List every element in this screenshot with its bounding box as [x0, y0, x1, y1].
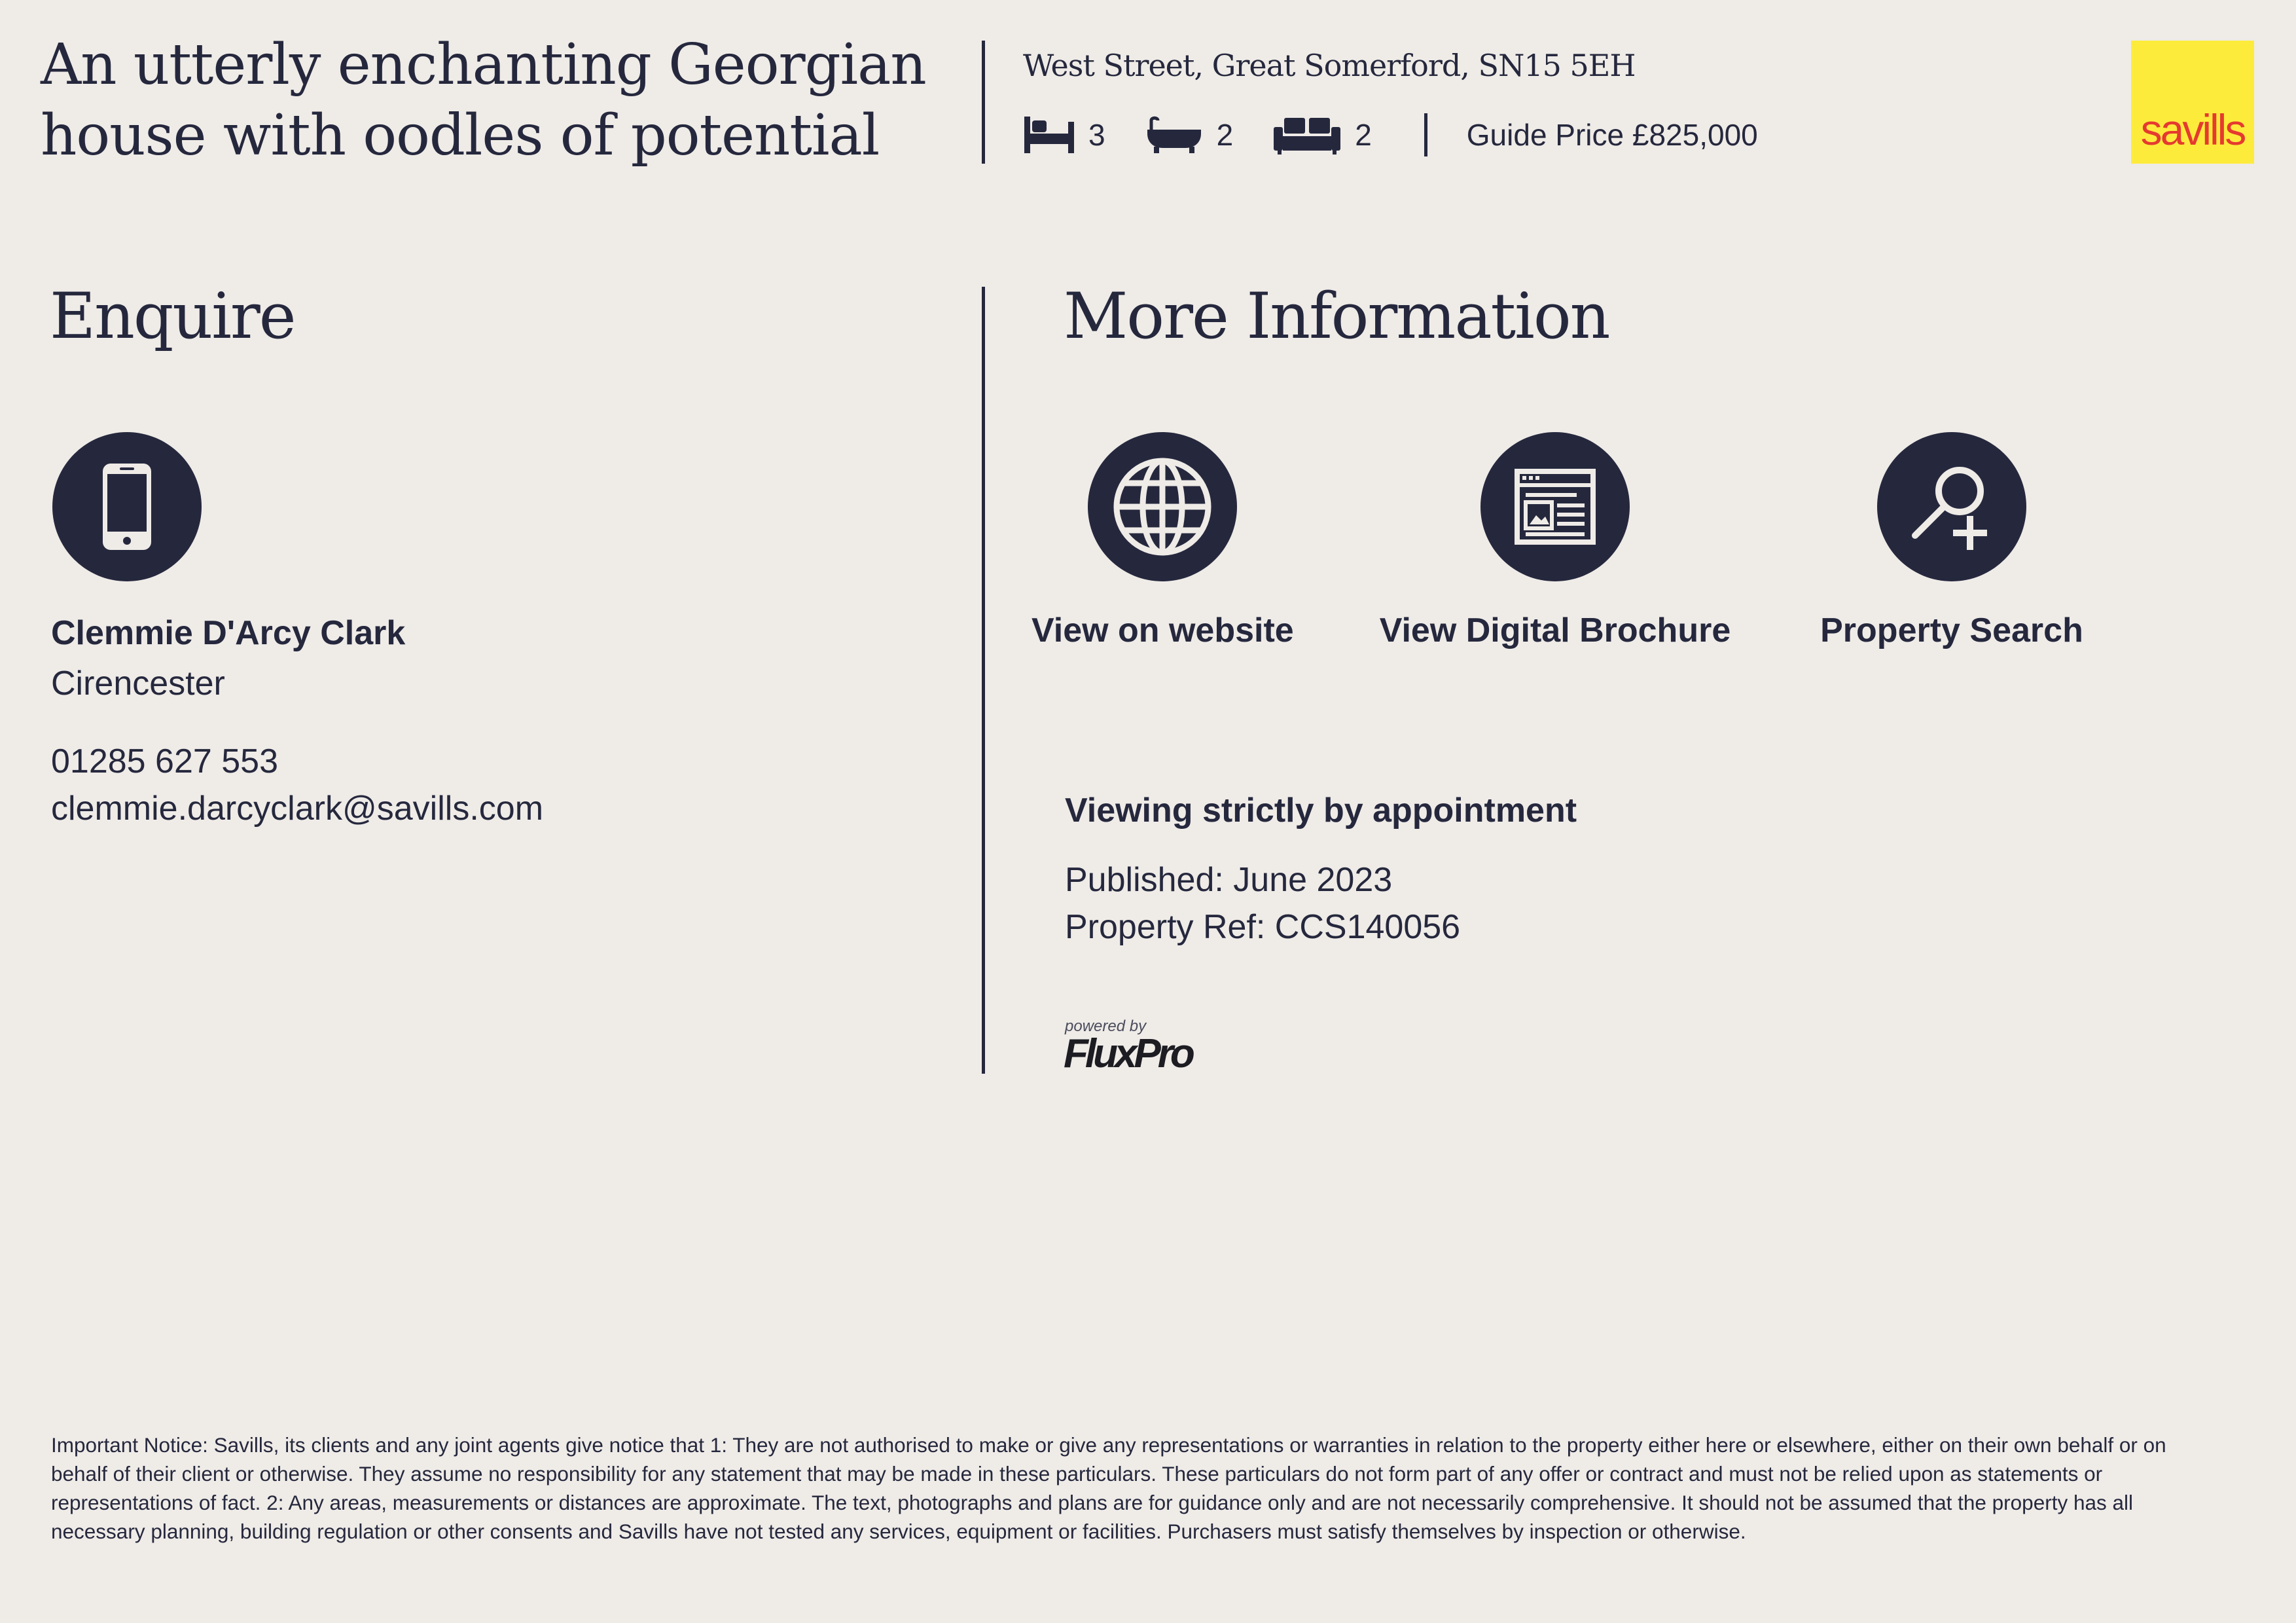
property-search-button[interactable] [1877, 432, 2026, 581]
sofa-icon [1272, 115, 1342, 155]
website-button[interactable] [1088, 432, 1237, 581]
savills-logo-text: savills [2140, 105, 2245, 154]
fluxpro-logo: FluxPro [1064, 1031, 1192, 1076]
property-ref: Property Ref: CCS140056 [1065, 908, 1461, 946]
agent-office: Cirencester [51, 665, 225, 702]
agent-phone[interactable]: 01285 627 553 [51, 742, 279, 780]
view-on-website-link[interactable]: View on website [1031, 611, 1294, 649]
brochure-icon [1514, 468, 1596, 545]
bed-icon [1023, 115, 1075, 155]
agent-name: Clemmie D'Arcy Clark [51, 614, 406, 652]
receptions-count: 2 [1355, 118, 1372, 152]
bathrooms-count: 2 [1216, 118, 1234, 152]
savills-logo [2131, 41, 2254, 164]
globe-icon [1111, 456, 1213, 558]
more-info-heading: More Information [1064, 280, 1609, 353]
search-plus-icon [1906, 461, 1998, 553]
enquire-heading: Enquire [50, 280, 295, 353]
published-date: Published: June 2023 [1065, 861, 1393, 899]
agent-email[interactable]: clemmie.darcyclark@savills.com [51, 790, 544, 828]
viewing-notice: Viewing strictly by appointment [1065, 792, 1577, 830]
section-divider [982, 287, 985, 1074]
price-divider [1424, 113, 1427, 156]
bath-icon [1145, 115, 1204, 155]
bedrooms-stat [1023, 115, 1105, 155]
receptions-stat [1272, 115, 1372, 155]
property-title: An utterly enchanting Georgian house with oodles of potential [41, 32, 926, 168]
phone-contact-button[interactable] [52, 432, 202, 581]
powered-by-text: powered by [1065, 1017, 1147, 1035]
mobile-phone-icon [99, 461, 155, 553]
bedrooms-count: 3 [1088, 118, 1105, 152]
property-address: West Street, Great Somerford, SN15 5EH [1023, 48, 1636, 83]
view-digital-brochure-link[interactable]: View Digital Brochure [1379, 611, 1731, 649]
guide-price: Guide Price £825,000 [1466, 118, 1758, 152]
header-divider [982, 41, 985, 164]
property-stats [1023, 110, 1758, 160]
property-search-link[interactable]: Property Search [1820, 611, 2083, 649]
bathrooms-stat [1145, 115, 1234, 155]
brochure-button[interactable] [1480, 432, 1630, 581]
important-notice: Important Notice: Savills, its clients and any joint agents give notice that 1: They are not authorised to make or give any representations or warranties in relation to the property either here or elsewhere, either on their own behalf or on behalf of their client or otherwise. They assume no responsibility for any statement that may be made in these particulars. These particulars do not form part of any offer or contract and must not be relied upon as statements or representations of fact. 2: Any areas, measurements or distances are approximate. The text, photographs and plans are for guidance only and are not necessarily comprehensive. It should not be assumed that the property has all necessary planning, building regulation or other consents and Savills have not tested any services, equipment or facilities. Purchasers must satisfy themselves by inspection or otherwise. [51, 1433, 2166, 1543]
